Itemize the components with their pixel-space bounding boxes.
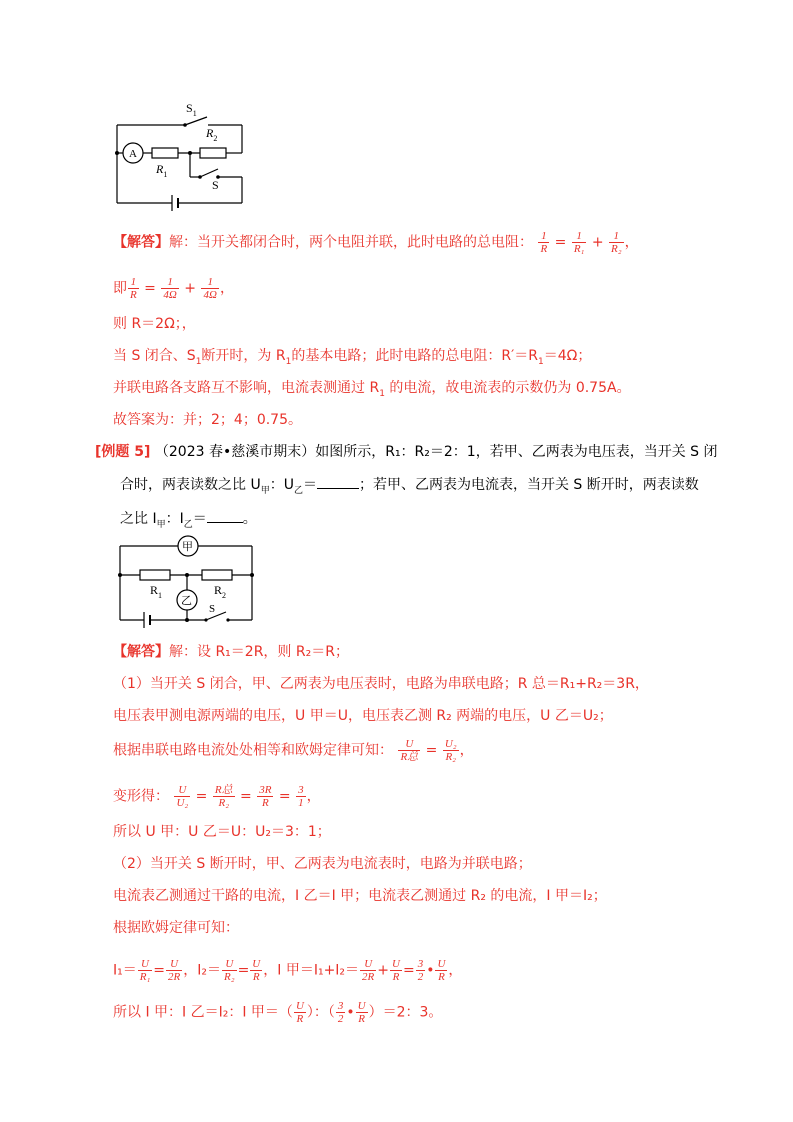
- formula-1-over-R1: $\frac{1}{\text{R₁}}$: [573, 230, 585, 255]
- circuit-diagram-1: [100, 95, 280, 215]
- ammeter-label: A: [129, 148, 137, 160]
- label-r1: R: [156, 162, 164, 176]
- svg-text:R1: [155, 162, 167, 179]
- label-r2: R: [214, 583, 223, 597]
- answer1-line1: 【解答】解：当开关都闭合时，两个电阻并联，此时电路的总电阻： $\frac{1}{R}$ = $\frac{1}{\text{R₁}}$ + $\frac{1}{\text{R₂}}$ ，: [113, 230, 639, 255]
- label-r1-sub: 1: [163, 170, 168, 179]
- answer-blank-1[interactable]: [317, 474, 359, 489]
- answer2-line6: 所以 U 甲：U 乙＝U：U₂＝3：1；: [113, 824, 331, 840]
- answer1-line6: 故答案为：并；2；4；0.75。: [113, 412, 302, 428]
- answer2-line3: 电压表甲测电源两端的电压，U 甲＝U，电压表乙测 R₂ 两端的电压，U 乙＝U₂；: [113, 708, 613, 724]
- formula-1-over-R2: $\frac{1}{\text{R₂}}$: [611, 230, 622, 255]
- label-r2: R: [206, 126, 214, 140]
- label-s: S: [209, 603, 216, 615]
- answer-blank-2[interactable]: [207, 508, 243, 523]
- svg-text:R2: [205, 126, 217, 143]
- answer1-line2: 即 $\frac{1}{R}$ = $\frac{1}{4\Omega}$ + $\frac{1}{4\Omega}$ ，: [113, 276, 234, 301]
- example-tag: [例题 5]: [95, 444, 151, 460]
- answer2-line10: I₁＝ $\frac{U}{\text{R₁}}$ = $\frac{U}{2R}$ ，I₂＝ $\frac{U}{\text{R₂}}$ = $\frac{U}{R}$ ，I 甲＝I₁+I₂＝ $\frac{U}{2R}$ + $\frac{U}{R}$ = $\frac{3}{2}$ • $\frac{U}{R}$ ，: [113, 958, 463, 983]
- answer1-line4: 当 S 闭合、$S_1$断开时，为 $R_1$的基本电路；此时电路的总电阻：$R'=R_1=4\Omega$；: [113, 348, 592, 367]
- svg-text:S1: [186, 101, 197, 118]
- example5-line1: [例题 5] （2023 春•慈溪市期末）如图所示，R₁：R₂＝2：1，若甲、乙两表为电压表，当开关 S 闭: [95, 444, 718, 460]
- circuit-diagram-2: [112, 532, 262, 632]
- answer2-line1: 【解答】解：设 R₁＝2R，则 R₂＝R；: [113, 644, 349, 660]
- answer2-line11: 所以 I 甲：I 乙＝I₂：I 甲＝（ $\frac{U}{R}$ ）：（ $\frac{3}{2}$ • $\frac{U}{R}$ ）＝2：3。: [113, 1000, 443, 1025]
- label-r2-sub: 2: [213, 134, 218, 143]
- label-s1-sub: 1: [192, 109, 197, 118]
- answer1-line3: 则 R＝2Ω；，: [113, 316, 196, 332]
- answer-tag: 【解答】: [113, 234, 169, 251]
- label-s1: S: [186, 101, 193, 115]
- example5-line2: 合时，两表读数之比 $U_甲$：$U_乙=$ ；若甲、乙两表为电流表，当开关 S 断开时，两表读数: [120, 474, 699, 501]
- label-r2-sub: 2: [222, 591, 227, 600]
- example5-line3: 之比 $I_甲$：$I_乙=$ 。: [120, 508, 257, 535]
- answer2-line9: 根据欧姆定律可知：: [113, 920, 239, 936]
- answer2-line8: 电流表乙测通过干路的电流，I 乙＝I 甲；电流表乙测通过 R₂ 的电流，I 甲＝I₂；: [113, 888, 607, 904]
- label-r1: R: [150, 583, 159, 597]
- meter-jia-label: 甲: [182, 541, 193, 553]
- answer2-line4: 根据串联电路电流处处相等和欧姆定律可知： $\frac{U}{\text{R总}}$ = $\frac{\text{U₂}}{\text{R₂}}$ ，: [113, 738, 474, 763]
- label-s: S: [212, 178, 219, 192]
- answer-tag: 【解答】: [113, 644, 169, 660]
- formula-1-over-R: $\frac{1}{R}$: [540, 230, 548, 255]
- meter-yi-label: 乙: [181, 595, 192, 607]
- label-r1-sub: 1: [158, 591, 163, 600]
- answer2-line5: 变形得： $\frac{U}{\text{U₂}}$ = $\frac{\text{R总}}{\text{R₂}}$ = $\frac{3R}{R}$ = $\frac{3}{1}$ ，: [113, 784, 321, 809]
- answer2-line7: （2）当开关 S 断开时，甲、乙两表为电流表时，电路为并联电路；: [113, 856, 532, 872]
- answer1-text: 解：当开关都闭合时，两个电阻并联，此时电路的总电阻：: [169, 234, 533, 251]
- answer1-line5: 并联电路各支路互不影响，电流表测通过 $R_1$ 的电流，故电流表的示数仍为 0.75A。: [113, 380, 631, 399]
- answer2-line2: （1）当开关 S 闭合，甲、乙两表为电压表时，电路为串联电路；R 总＝R₁+R₂＝3R，: [113, 676, 649, 692]
- svg-text:R2: [214, 583, 226, 600]
- svg-text:R1: [150, 583, 162, 600]
